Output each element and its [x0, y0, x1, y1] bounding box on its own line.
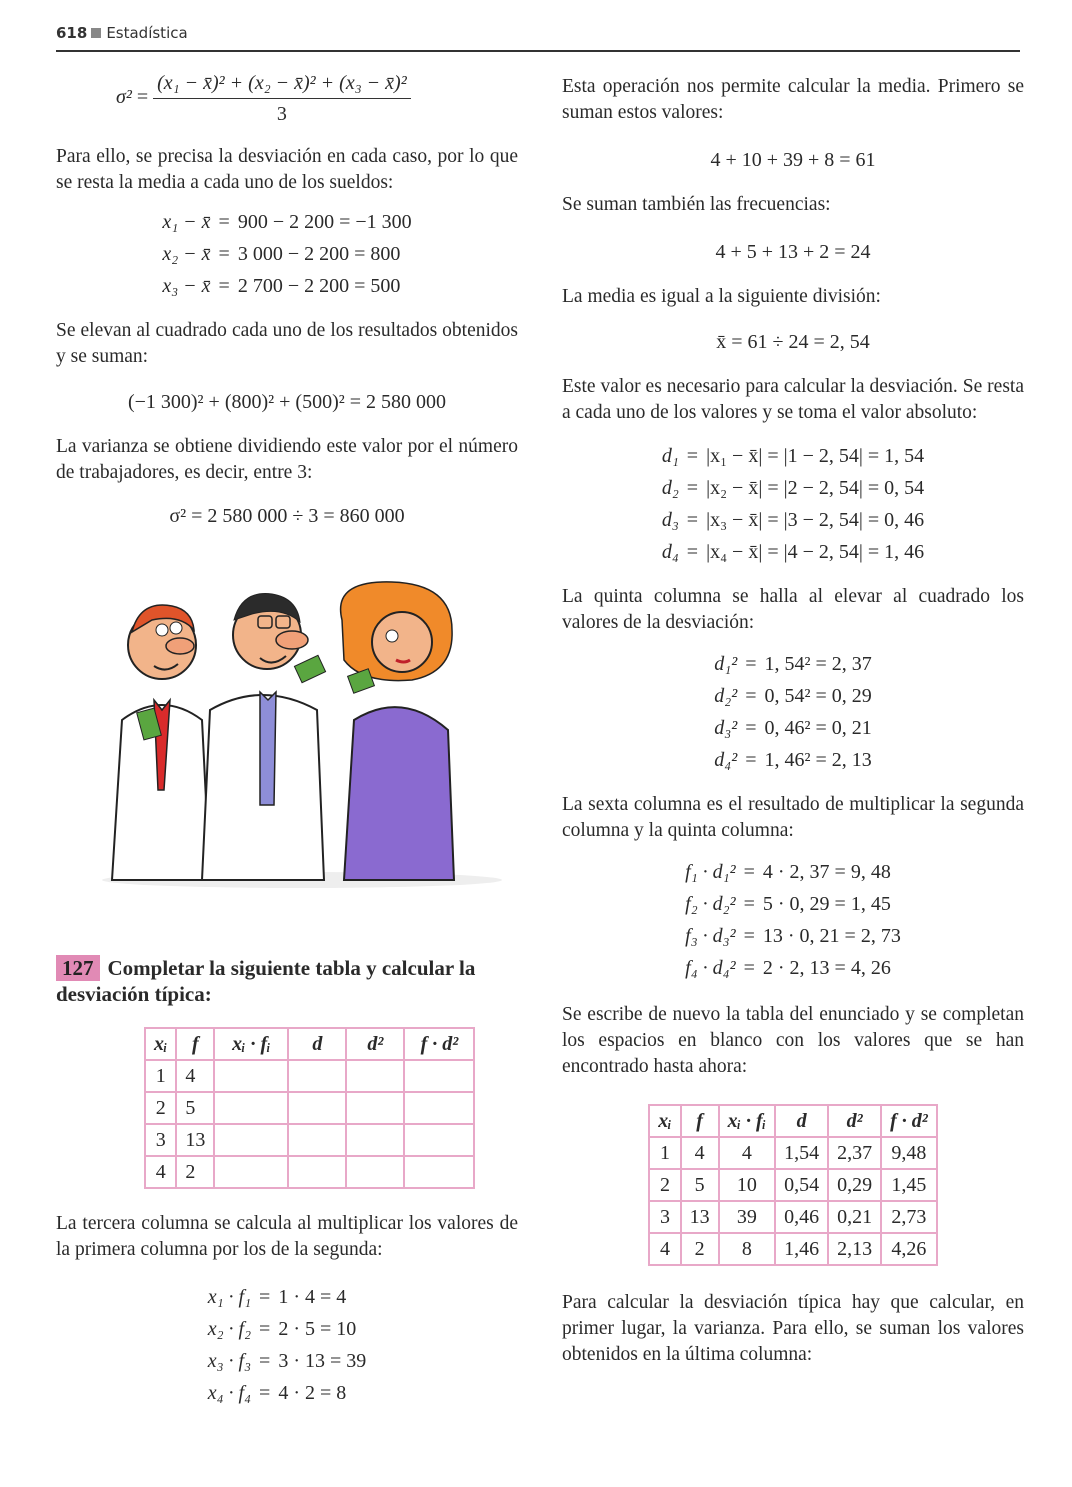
- table-cell: [346, 1156, 404, 1188]
- table-row: [649, 1201, 936, 1233]
- col-header: d²: [346, 1028, 404, 1060]
- sum-of-squares: (−1 300)² + (800)² + (500)² = 2 580 000: [127, 391, 447, 413]
- absdev-lhs: d₃: [661, 509, 679, 531]
- table-cell: 3: [649, 1201, 680, 1233]
- table-row: [649, 1169, 936, 1201]
- right-column: [562, 74, 1024, 1368]
- table-cell: 5: [176, 1092, 214, 1124]
- section-title: Estadística: [106, 24, 188, 42]
- table-cell: 0,46: [775, 1201, 828, 1233]
- table-cell: 4: [145, 1156, 176, 1188]
- table-row: [145, 1124, 474, 1156]
- table-cell: 8: [719, 1233, 775, 1265]
- prod-rhs: 2 · 5 = 10: [278, 1318, 357, 1340]
- sq-lhs: d₂²: [714, 685, 738, 707]
- prod-rhs: 3 · 13 = 39: [278, 1350, 367, 1372]
- sum-values: 4 + 10 + 39 + 8 = 61: [710, 149, 876, 171]
- col-header: f: [681, 1105, 719, 1137]
- paragraph-r7: Se escribe de nuevo la tabla del enunciado y se completan los espacios en blanco con los valores que se han encontrado hasta ahora:: [562, 1004, 1024, 1077]
- fd-lhs: f₃ · d₃²: [685, 925, 736, 947]
- formula-lhs: σ²: [116, 86, 132, 109]
- table-cell: [346, 1092, 404, 1124]
- table-cell: 4: [176, 1060, 214, 1092]
- prod-lhs: x₁ · f₁: [207, 1286, 252, 1308]
- variance-formula: σ² = $\frac{\text{(x₁ − x̄)² + (x₂ − x̄)² + (x₃ − x̄)²}}{3}$: [116, 68, 518, 130]
- table-cell: [288, 1124, 346, 1156]
- table-row: [145, 1156, 474, 1188]
- paragraph-4: La tercera columna se calcula al multiplicar los valores de la primera columna por los de la segunda:: [56, 1213, 518, 1260]
- table-cell: [404, 1156, 474, 1188]
- table-cell: [288, 1092, 346, 1124]
- paragraph-r2: Se suman también las frecuencias:: [562, 194, 831, 215]
- col-header: xᵢ: [145, 1028, 176, 1060]
- problem-heading: [56, 955, 518, 1007]
- table-cell: 13: [176, 1124, 214, 1156]
- table-cell: [214, 1124, 288, 1156]
- table-cell: 4: [649, 1233, 680, 1265]
- prod-lhs: x₄ · f₄: [207, 1382, 252, 1404]
- sq-rhs: 0, 54² = 0, 29: [764, 685, 872, 707]
- fd-rhs: 5 · 0, 29 = 1, 45: [762, 893, 891, 915]
- table-cell: [346, 1124, 404, 1156]
- table-cell: 1: [649, 1137, 680, 1169]
- prod-rhs: 1 · 4 = 4: [278, 1286, 347, 1308]
- prod-lhs: x₃ · f₃: [207, 1350, 252, 1372]
- sq-rhs: 1, 54² = 2, 37: [764, 653, 872, 675]
- absdev-rhs: |x₄ − x̄| = |4 − 2, 54| = 1, 46: [706, 541, 925, 563]
- col-header: f · d²: [404, 1028, 474, 1060]
- table-cell: [404, 1124, 474, 1156]
- table-header-row: [649, 1105, 936, 1137]
- table-cell: 1,46: [775, 1233, 828, 1265]
- formula-denominator: 3: [276, 103, 287, 125]
- table-cell: 2: [681, 1233, 719, 1265]
- col-header: d: [775, 1105, 828, 1137]
- product-equations: x₁ · f₁ = 1 · 4 = 4 x₂ · f₂ = 2 · 5 = 10 x₃ · f₃ = 3 · 13 = 39 x₄ · f₄ = 4 · 2 = 8: [56, 1281, 518, 1409]
- table-cell: [346, 1060, 404, 1092]
- table-cell: 0,21: [828, 1201, 881, 1233]
- table-cell: 13: [681, 1201, 719, 1233]
- table-cell: 2: [176, 1156, 214, 1188]
- table-cell: [404, 1060, 474, 1092]
- table-row: [145, 1060, 474, 1092]
- dev-lhs: x₁ − x̄: [162, 211, 211, 233]
- formula-numerator: (x₁ − x̄)² + (x₂ − x̄)² + (x₃ − x̄)²: [153, 68, 411, 99]
- problem-number-badge: 127: [56, 955, 100, 981]
- absdev-lhs: d₁: [661, 445, 679, 467]
- table-cell: 3: [145, 1124, 176, 1156]
- col-header: d: [288, 1028, 346, 1060]
- paragraph-3: La varianza se obtiene dividiendo este valor por el número de trabajadores, es decir, entre 3:: [56, 436, 518, 483]
- col-header: f: [176, 1028, 214, 1060]
- problem-title: Completar la siguiente tabla y calcular la desviación típica:: [56, 956, 476, 1006]
- middle-man-figure: [202, 594, 326, 880]
- table-cell: [214, 1156, 288, 1188]
- table-cell: 9,48: [881, 1137, 937, 1169]
- sq-lhs: d₃²: [714, 717, 738, 739]
- table-cell: 4: [719, 1137, 775, 1169]
- paragraph-r8: Para calcular la desviación típica hay que calcular, en primer lugar, la varianza. Para ello, se suman los valores obtenidos en la última columna:: [562, 1292, 1024, 1365]
- table-cell: [404, 1092, 474, 1124]
- table-cell: 2: [145, 1092, 176, 1124]
- table-cell: 0,54: [775, 1169, 828, 1201]
- sq-lhs: d₁²: [714, 653, 738, 675]
- table-cell: 1,54: [775, 1137, 828, 1169]
- dev-lhs: x₂ − x̄: [162, 243, 211, 265]
- completed-table: [648, 1104, 937, 1266]
- fd-rhs: 13 · 0, 21 = 2, 73: [762, 925, 901, 947]
- dev-rhs: 900 − 2 200 = −1 300: [237, 211, 412, 233]
- col-header: d²: [828, 1105, 881, 1137]
- fd-lhs: f₄ · d₄²: [685, 957, 736, 979]
- table-cell: 39: [719, 1201, 775, 1233]
- absdev-lhs: d₄: [661, 541, 679, 563]
- squared-deviation-equations: d₁² = 1, 54² = 2, 37 d₂² = 0, 54² = 0, 29 d₃² = 0, 46² = 0, 21 d₄² = 1, 46² = 2, 13: [562, 648, 1024, 776]
- dev-lhs: x₃ − x̄: [162, 275, 211, 297]
- table-cell: 2,73: [881, 1201, 937, 1233]
- problem-127: [56, 955, 518, 1409]
- dev-rhs: 2 700 − 2 200 = 500: [237, 275, 401, 297]
- sq-lhs: d₄²: [714, 749, 738, 771]
- sq-rhs: 1, 46² = 2, 13: [764, 749, 872, 771]
- col-header: xᵢ: [649, 1105, 680, 1137]
- deviation-equations: x₁ − x̄ = 900 − 2 200 = −1 300 x₂ − x̄ = 3 000 − 2 200 = 800 x₃ − x̄ = 2 700 − 2 200 = 500: [56, 206, 518, 302]
- page-number: 618: [56, 24, 88, 42]
- variance-result: σ² = 2 580 000 ÷ 3 = 860 000: [169, 505, 405, 527]
- paragraph-2: Se elevan al cuadrado cada uno de los resultados obtenidos y se suman:: [56, 320, 518, 367]
- table-cell: [214, 1092, 288, 1124]
- paragraph-1: Para ello, se precisa la desviación en cada caso, por lo que se resta la media a cada uno de los sueldos:: [56, 146, 518, 193]
- formula-fraction: [153, 68, 411, 129]
- table-cell: 1,45: [881, 1169, 937, 1201]
- table-row: [649, 1233, 936, 1265]
- table-row: [649, 1137, 936, 1169]
- table-cell: 4,26: [881, 1233, 937, 1265]
- cartoon-workers-illustration: [92, 580, 502, 890]
- paragraph-r1: Esta operación nos permite calcular la media. Primero se suman estos valores:: [562, 76, 1024, 123]
- paragraph-r6: La sexta columna es el resultado de multiplicar la segunda columna y la quinta columna:: [562, 794, 1024, 841]
- fd-lhs: f₁ · d₁²: [685, 861, 736, 883]
- prod-lhs: x₂ · f₂: [207, 1318, 252, 1340]
- frequency-product-equations: f₁ · d₁² = 4 · 2, 37 = 9, 48 f₂ · d₂² = 5 · 0, 29 = 1, 45 f₃ · d₃² = 13 · 0, 21 = 2, 73 f₄ · d₄² = 2 · 2, 13 = 4, 26: [562, 856, 1024, 984]
- table-cell: 0,29: [828, 1169, 881, 1201]
- absdev-rhs: |x₂ − x̄| = |2 − 2, 54| = 0, 54: [706, 477, 925, 499]
- left-man-figure: [112, 605, 210, 880]
- table-cell: 2,13: [828, 1233, 881, 1265]
- absolute-deviation-equations: d₁ = |x₁ − x̄| = |1 − 2, 54| = 1, 54 d₂ = |x₂ − x̄| = |2 − 2, 54| = 0, 54 d₃ = |x₃ − x̄| = |3 − 2, 54| = 0, 46 d₄ = |x₄ − x̄| = |4 − 2, 54| = 1, 46: [562, 440, 1024, 568]
- table-cell: 10: [719, 1169, 775, 1201]
- paragraph-r3: La media es igual a la siguiente división:: [562, 286, 881, 307]
- paragraph-r4: Este valor es necesario para calcular la desviación. Se resta a cada uno de los valores y se toma el valor absoluto:: [562, 376, 1024, 423]
- fd-lhs: f₂ · d₂²: [685, 893, 736, 915]
- absdev-rhs: |x₃ − x̄| = |3 − 2, 54| = 0, 46: [706, 509, 925, 531]
- mean-equation: x̄ = 61 ÷ 24 = 2, 54: [716, 331, 870, 353]
- col-header: xᵢ · fᵢ: [719, 1105, 775, 1137]
- table-row: [145, 1092, 474, 1124]
- dev-rhs: 3 000 − 2 200 = 800: [237, 243, 401, 265]
- table-cell: [214, 1060, 288, 1092]
- empty-table: [144, 1027, 475, 1189]
- page-header: [56, 24, 1020, 52]
- col-header: xᵢ · fᵢ: [214, 1028, 288, 1060]
- paragraph-r5: La quinta columna se halla al elevar al cuadrado los valores de la desviación:: [562, 586, 1024, 633]
- fd-rhs: 2 · 2, 13 = 4, 26: [762, 957, 891, 979]
- table-cell: 2,37: [828, 1137, 881, 1169]
- table-cell: 5: [681, 1169, 719, 1201]
- sum-frequencies: 4 + 5 + 13 + 2 = 24: [715, 241, 871, 263]
- absdev-rhs: |x₁ − x̄| = |1 − 2, 54| = 1, 54: [706, 445, 925, 467]
- table-cell: 1: [145, 1060, 176, 1092]
- absdev-lhs: d₂: [661, 477, 679, 499]
- sq-rhs: 0, 46² = 0, 21: [764, 717, 872, 739]
- square-bullet-icon: [91, 28, 101, 38]
- left-column: [56, 68, 518, 532]
- woman-figure: [341, 582, 454, 880]
- prod-rhs: 4 · 2 = 8: [278, 1382, 347, 1404]
- table-cell: [288, 1060, 346, 1092]
- table-cell: 2: [649, 1169, 680, 1201]
- table-header-row: [145, 1028, 474, 1060]
- table-cell: 4: [681, 1137, 719, 1169]
- fd-rhs: 4 · 2, 37 = 9, 48: [762, 861, 891, 883]
- table-cell: [288, 1156, 346, 1188]
- col-header: f · d²: [881, 1105, 937, 1137]
